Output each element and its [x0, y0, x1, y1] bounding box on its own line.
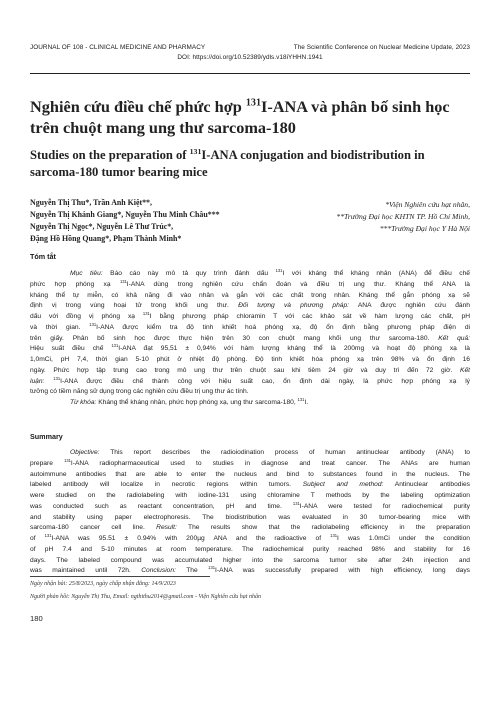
author-line: Đặng Hồ Hồng Quang*, Phạm Thành Minh* — [30, 234, 182, 243]
abstract-vi-body: Mục tiêu: Báo cáo này mô tả quy trình đánh dấu $^{131}$I với kháng thể kháng nhân (ANA) để điều chế phức hợp phóng xạ $^{131}$I-ANA dùng trong nghiên cứu chẩn đoán và điều trị ung thư. Kháng thể ANA là kháng thể tự miễn, có khả năng đi vào nhân và gắn với các chất trong nhân. Kháng thể gắn phóng xạ sẽ định vị trong vùng hoại tử trong khối ung thư. Đối tượng và phương pháp: ANA được nghiên cứu đánh dấu với đồng vị phóng xạ $^{131}$I bằng phương pháp chloramin T với các khảo sát về hàm lượng các chất, pH và thời gian. $^{131}$I-ANA được kiểm tra độ tinh khiết hoá phóng xạ, độ ổn định bằng phương pháp điện di trên giấy. Phân bố sinh học được thực hiện trên 30 con chuột mang khối ung thư sarcoma-180. Kết quả: Hiệu suất điều chế $^{131}$I-ANA đạt 95,51 ± 0,94% với hàm lượng kháng thể là 200mg và hoạt độ phóng xạ là 1,0mCi, pH 7,4, thời gian 5-10 phút ở nhiệt độ phòng. Độ tinh khiết hóa phóng xạ trên 98% và ổn định 16 ngày. Phức hợp tập trung cao trong mô ung thư trên chuột sau khi tiêm 24 giờ và duy trì đến 72 giờ. Kết luận: $^{131}$I-ANA được điều chế thành công với hiệu suất cao, ổn định dài ngày, là phức hợp phóng xạ lý tưởng có tiềm năng sử dụng trong các nghiên cứu điều trị ung thư ác tính. Từ khóa: Kháng thể kháng nhân, phức hợp phóng xạ, ung thư sarcoma-180, $^{131}$I. — [30, 267, 470, 406]
page-number: 180 — [30, 614, 43, 623]
author-list — [30, 197, 280, 245]
affiliation-list — [250, 199, 470, 236]
footnote-contact: Người phản hồi: Nguyễn Thị Thu, Email: ngthithu2014@gmail.com - Viện Nghiên cứu hạt nhân — [30, 594, 261, 600]
affiliation-line: **Trường Đại học KHTN TP. Hồ Chí Minh, — [336, 212, 470, 222]
affiliation-line: ***Trường Đại học Y Hà Nội — [379, 224, 470, 234]
title-vietnamese: Nghiên cứu điều chế phức hợp $^{131}$I-ANA và phân bố sinh học trên chuột mang ung thư sarcoma-180 — [30, 97, 450, 137]
summary-body: Objective: This report describes the radioiodination process of human antinuclear antibody (ANA) to prepare $^{131}$I-ANA radiopharmaceutical used to studies in diagnose and treat cancer. The ANAs are human autoimmune antibodies that are able to enter the nucleus and bind to substances found in the nucleus. The labeled antibody will localize in necrotic regions within tumors. Subject and method: Antinuclear antibodies were studied on the radiolabeling with iodine-131 using chloramine T methods by the labeling optimization was conducted such as reactant concentration, pH and time. $^{131}$I-ANA were tested for radiochemical purity and stability using paper electrophoresis. The biodistribution was evaluated in 30 tumor-bearing mice with sarcoma-180 cancer cell line. Result: The results show that the radiolabeling efficiency in the preparation of $^{131}$I-ANA was 95.51 ± 0.94% with 200µg ANA and the radioactive of $^{131}$I was 1.0mCi under the condition of pH 7.4 and 5-10 minutes at room temperature. The radiochemical purity reached 98% and stability for 16 days. The labeled compound was accumulated higher into the sarcoma tumor site after 24h injection and was maintained until 72h. Conclusion: The $^{131}$I-ANA was successfully prepared with high efficiency, long days — [30, 449, 471, 575]
affiliation-line: *Viện Nghiên cứu hạt nhân, — [385, 200, 470, 209]
journal-name: JOURNAL OF 108 - CLINICAL MEDICINE AND PHARMACY — [30, 44, 206, 51]
author-line: Nguyễn Thị Khánh Giang*, Nguyễn Thu Minh Châu*** — [30, 210, 220, 219]
footnote-dates: Ngày nhận bài: 25/8/2023, ngày chấp nhận đăng: 14/9/2023 — [30, 581, 176, 587]
author-line: Nguyễn Thị Thu*, Trần Anh Kiệt**, — [30, 198, 152, 207]
title-english: Studies on the preparation of $^{131}$I-ANA conjugation and biodistribution in sarcoma-180 tumor bearing mice — [30, 146, 425, 179]
doi-link[interactable]: DOI: https://doi.org/10.52389/ydls.v18iYHHN.1941 — [177, 54, 323, 61]
abstract-vi-heading: Tóm tắt — [30, 252, 56, 261]
footnote-divider — [30, 576, 210, 577]
author-line: Nguyễn Thị Ngọc*, Nguyễn Lê Thư Trúc*, — [30, 222, 174, 231]
conference-name: The Scientific Conference on Nuclear Medicine Update, 2023 — [293, 44, 470, 51]
summary-heading: Summary — [30, 432, 63, 441]
header-divider — [30, 73, 470, 74]
